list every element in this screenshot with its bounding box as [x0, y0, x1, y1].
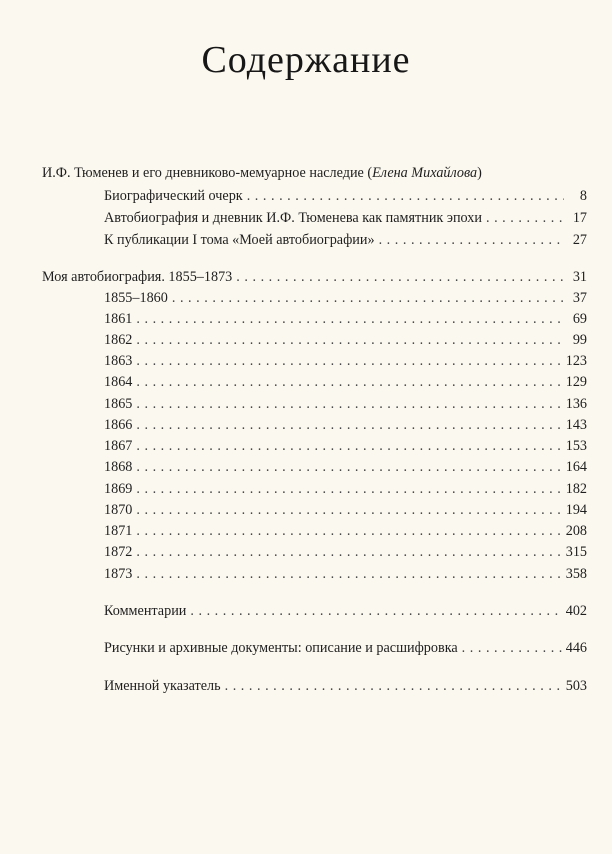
- toc-entry-label: 1867: [104, 438, 133, 454]
- toc-entry-page: 143: [565, 417, 587, 433]
- toc-entry-intro-3[interactable]: [104, 231, 587, 249]
- toc-entry-main[interactable]: [42, 268, 587, 286]
- toc-entry-label: 1871: [104, 523, 133, 539]
- toc-entry-label: Биографический очерк: [104, 188, 243, 204]
- toc-entry-year[interactable]: [104, 289, 587, 307]
- toc-entry-page: 27: [572, 232, 587, 248]
- toc-entry-year[interactable]: [104, 458, 587, 476]
- leader-dots: [136, 565, 562, 583]
- toc-entry-label: Рисунки и архивные документы: описание и расшифровка: [104, 640, 458, 656]
- toc-entry-label: Моя автобиография. 1855–1873: [42, 269, 233, 285]
- leader-dots: [136, 458, 562, 476]
- intro-heading-author: Елена Михайлова: [372, 165, 478, 181]
- leader-dots: [190, 602, 562, 620]
- toc-entry-label: 1862: [104, 332, 133, 348]
- toc-entry-page: 358: [565, 566, 587, 582]
- toc-entry-label: Автобиография и дневник И.Ф. Тюменева как памятник эпохи: [104, 210, 482, 226]
- toc-entry-label: 1870: [104, 502, 133, 518]
- toc-entry-year[interactable]: [104, 331, 587, 349]
- toc-entry-label: Комментарии: [104, 603, 187, 619]
- leader-dots: [379, 231, 564, 249]
- toc-entry-year[interactable]: [104, 522, 587, 540]
- toc-entry-label: 1863: [104, 353, 133, 369]
- toc-entry-label: 1864: [104, 374, 133, 390]
- leader-dots: [136, 480, 562, 498]
- toc-entry-year[interactable]: [104, 501, 587, 519]
- toc-entry-year[interactable]: [104, 310, 587, 328]
- toc-entry-label: 1873: [104, 566, 133, 582]
- toc-entry-page: 8: [579, 188, 587, 204]
- toc-entry-year[interactable]: [104, 373, 587, 391]
- toc-entry-page: 153: [565, 438, 587, 454]
- toc-entry-page: 136: [565, 396, 587, 412]
- toc-entry-page: 446: [565, 640, 587, 656]
- toc-entry-page: 37: [572, 290, 587, 306]
- toc-entry-year[interactable]: [104, 565, 587, 583]
- toc-entry-intro-1[interactable]: [104, 187, 587, 205]
- toc-entry-page: 17: [572, 210, 587, 226]
- toc-entry-year[interactable]: [104, 480, 587, 498]
- leader-dots: [136, 543, 562, 561]
- toc-entry-label: 1868: [104, 459, 133, 475]
- toc-entry-comments[interactable]: [104, 602, 587, 620]
- leader-dots: [136, 310, 564, 328]
- toc-entry-label: 1866: [104, 417, 133, 433]
- toc-entry-page: 194: [565, 502, 587, 518]
- toc-entry-page: 182: [565, 481, 587, 497]
- toc-entry-year[interactable]: [104, 543, 587, 561]
- leader-dots: [136, 437, 562, 455]
- leader-dots: [236, 268, 564, 286]
- toc-entry-page: 164: [565, 459, 587, 475]
- toc-entry-label: Именной указатель: [104, 678, 221, 694]
- toc-entry-page: 402: [565, 603, 587, 619]
- toc-entry-label: К публикации I тома «Моей автобиографии»: [104, 232, 375, 248]
- leader-dots: [486, 209, 564, 227]
- leader-dots: [136, 416, 562, 434]
- leader-dots: [136, 373, 562, 391]
- toc-entry-page: 208: [565, 523, 587, 539]
- intro-heading-prefix: И.Ф. Тюменев и его дневниково-мемуарное наследие (: [42, 165, 373, 181]
- toc-entry-intro-2[interactable]: [104, 209, 587, 227]
- leader-dots: [136, 395, 562, 413]
- leader-dots: [136, 352, 562, 370]
- toc-entry-page: 129: [565, 374, 587, 390]
- toc-entry-page: 123: [565, 353, 587, 369]
- toc-entry-year[interactable]: [104, 437, 587, 455]
- leader-dots: [136, 522, 562, 540]
- toc-entry-year[interactable]: [104, 416, 587, 434]
- leader-dots: [462, 639, 563, 657]
- toc-entry-page: 31: [572, 269, 587, 285]
- page-title: Содержание: [201, 39, 411, 81]
- toc-entry-year[interactable]: [104, 395, 587, 413]
- toc-entry-label: 1872: [104, 544, 133, 560]
- toc-entry-label: 1861: [104, 311, 133, 327]
- toc-entry-page: 69: [572, 311, 587, 327]
- toc-entry-page: 315: [565, 544, 587, 560]
- toc-entry-year[interactable]: [104, 352, 587, 370]
- toc-entry-name-index[interactable]: [104, 677, 587, 695]
- toc-entry-page: 503: [565, 678, 587, 694]
- toc-entry-page: 99: [572, 332, 587, 348]
- toc-entry-label: 1855–1860: [104, 290, 168, 306]
- leader-dots: [136, 501, 562, 519]
- intro-heading-suffix: ): [477, 165, 482, 181]
- toc-entry-label: 1869: [104, 481, 133, 497]
- leader-dots: [172, 289, 564, 307]
- leader-dots: [225, 677, 563, 695]
- leader-dots: [247, 187, 564, 205]
- intro-heading: [42, 164, 482, 182]
- toc-entry-illustrations[interactable]: [104, 639, 587, 657]
- toc-entry-label: 1865: [104, 396, 133, 412]
- leader-dots: [136, 331, 564, 349]
